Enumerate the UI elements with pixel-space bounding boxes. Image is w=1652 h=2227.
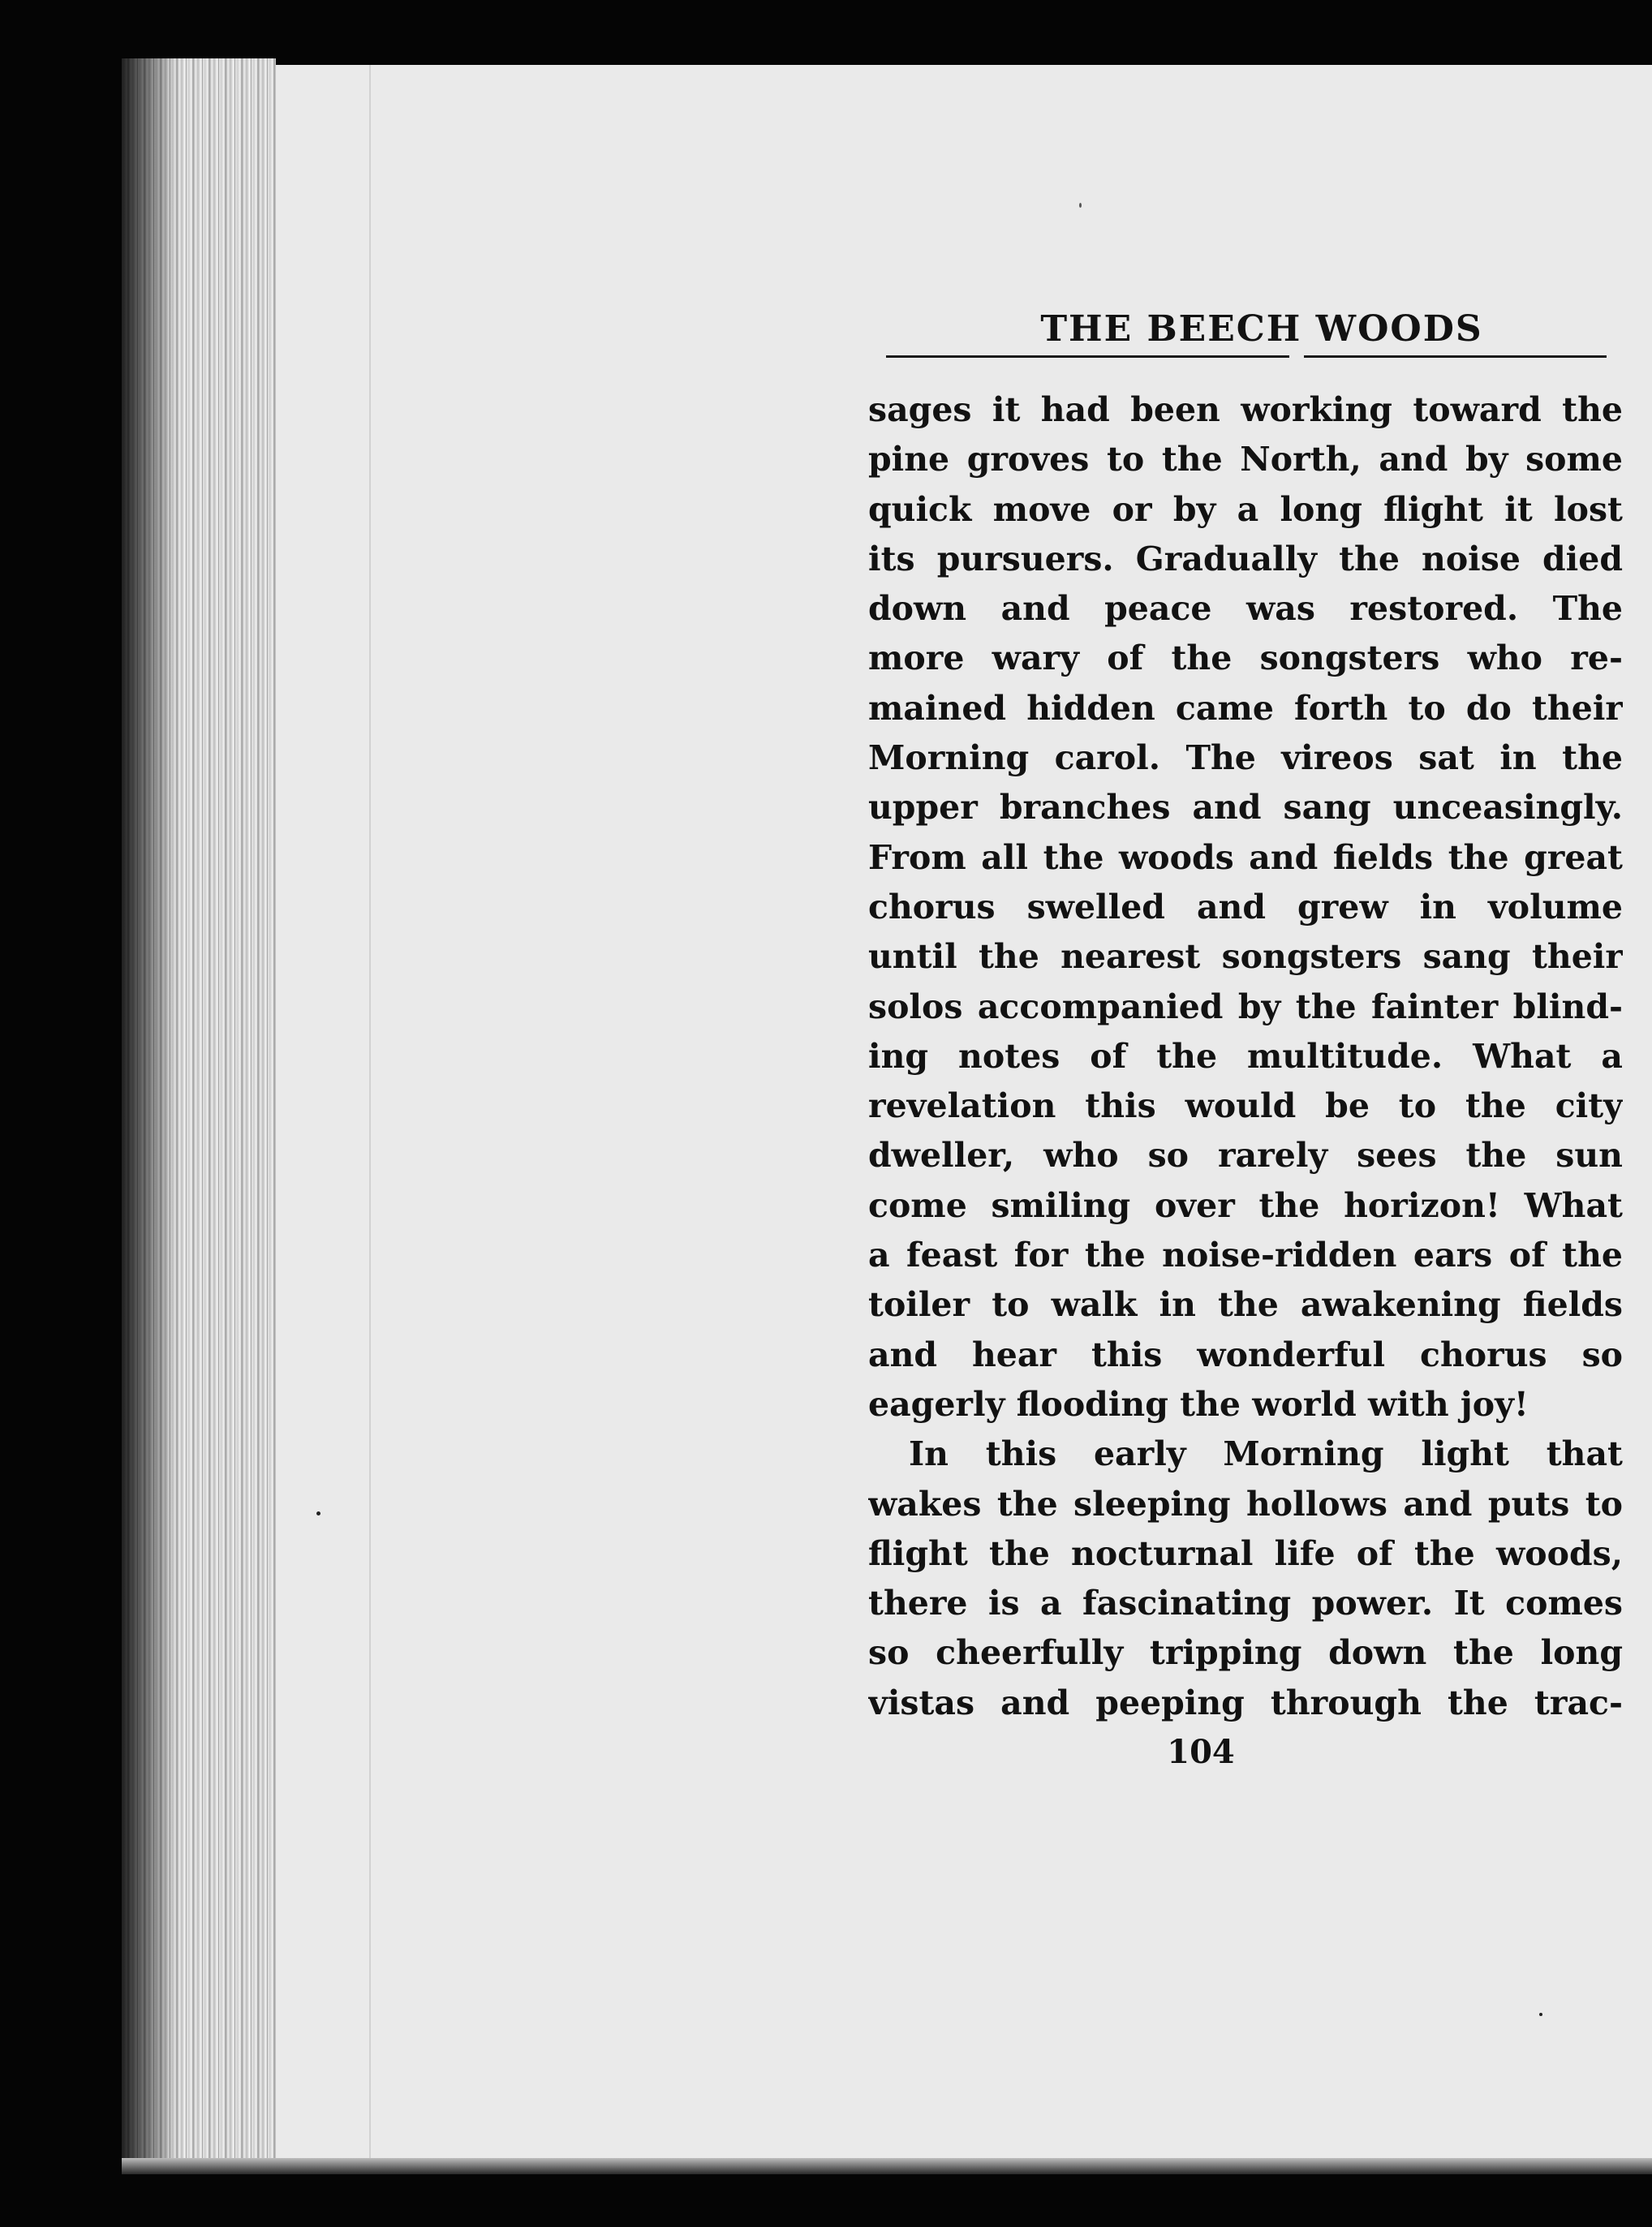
text-line: eagerly flooding the world with joy! xyxy=(868,1384,1529,1424)
text-line: vistas and peeping through the trac- xyxy=(868,1683,1623,1722)
paragraph-1 xyxy=(868,385,1623,1429)
running-head-rule xyxy=(886,355,1607,358)
text-line: solos accompanied by the fainter blind- xyxy=(868,987,1623,1026)
dust-speck xyxy=(1079,203,1082,208)
text-line: chorus swelled and grew in volume xyxy=(868,887,1623,926)
text-line: and hear this wonderful chorus so xyxy=(868,1335,1623,1374)
text-line: sages it had been working toward the xyxy=(868,390,1623,429)
text-line: wakes the sleeping hollows and puts to xyxy=(868,1484,1623,1524)
spine-shadow xyxy=(122,58,179,2160)
text-line: revelation this would be to the city xyxy=(868,1086,1623,1126)
text-line: ing notes of the multitude. What a xyxy=(868,1036,1623,1076)
text-line: pine groves to the North, and by some xyxy=(868,440,1623,479)
rule-segment xyxy=(1304,355,1607,358)
page-gutter-line xyxy=(369,65,371,2174)
page-text-block xyxy=(868,308,1623,1771)
text-line: Morning carol. The vireos sat in the xyxy=(868,738,1623,778)
text-line: a feast for the noise-ridden ears of the xyxy=(868,1236,1623,1275)
text-line: flight the nocturnal life of the woods, xyxy=(868,1533,1623,1573)
bottom-page-edge xyxy=(122,2158,1652,2174)
text-line: come smiling over the horizon! What xyxy=(868,1185,1623,1225)
text-line: From all the woods and fields the great xyxy=(868,837,1623,877)
text-line: upper branches and sang unceasingly. xyxy=(868,788,1623,828)
text-line: dweller, who so rarely sees the sun xyxy=(868,1136,1623,1176)
text-line: quick move or by a long flight it lost xyxy=(868,489,1623,529)
text-line: In this early Morning light that xyxy=(909,1434,1623,1474)
paragraph-2 xyxy=(868,1429,1623,1728)
text-line: mained hidden came forth to do their xyxy=(868,688,1623,728)
text-line: toiler to walk in the awakening fields xyxy=(868,1285,1623,1325)
dust-speck xyxy=(316,1511,321,1515)
dust-speck xyxy=(1539,2013,1542,2016)
text-line: its pursuers. Gradually the noise died xyxy=(868,539,1623,578)
text-line: until the nearest songsters sang their xyxy=(868,937,1623,977)
page-number: 104 xyxy=(1167,1733,1235,1772)
text-line: down and peace was restored. The xyxy=(868,589,1623,629)
text-line: so cheerfully tripping down the long xyxy=(868,1633,1623,1673)
text-line: there is a fascinating power. It comes xyxy=(868,1584,1623,1623)
running-head: THE BEECH WOODS xyxy=(1040,308,1483,350)
text-line: more wary of the songsters who re- xyxy=(868,638,1623,678)
rule-segment xyxy=(886,355,1289,358)
